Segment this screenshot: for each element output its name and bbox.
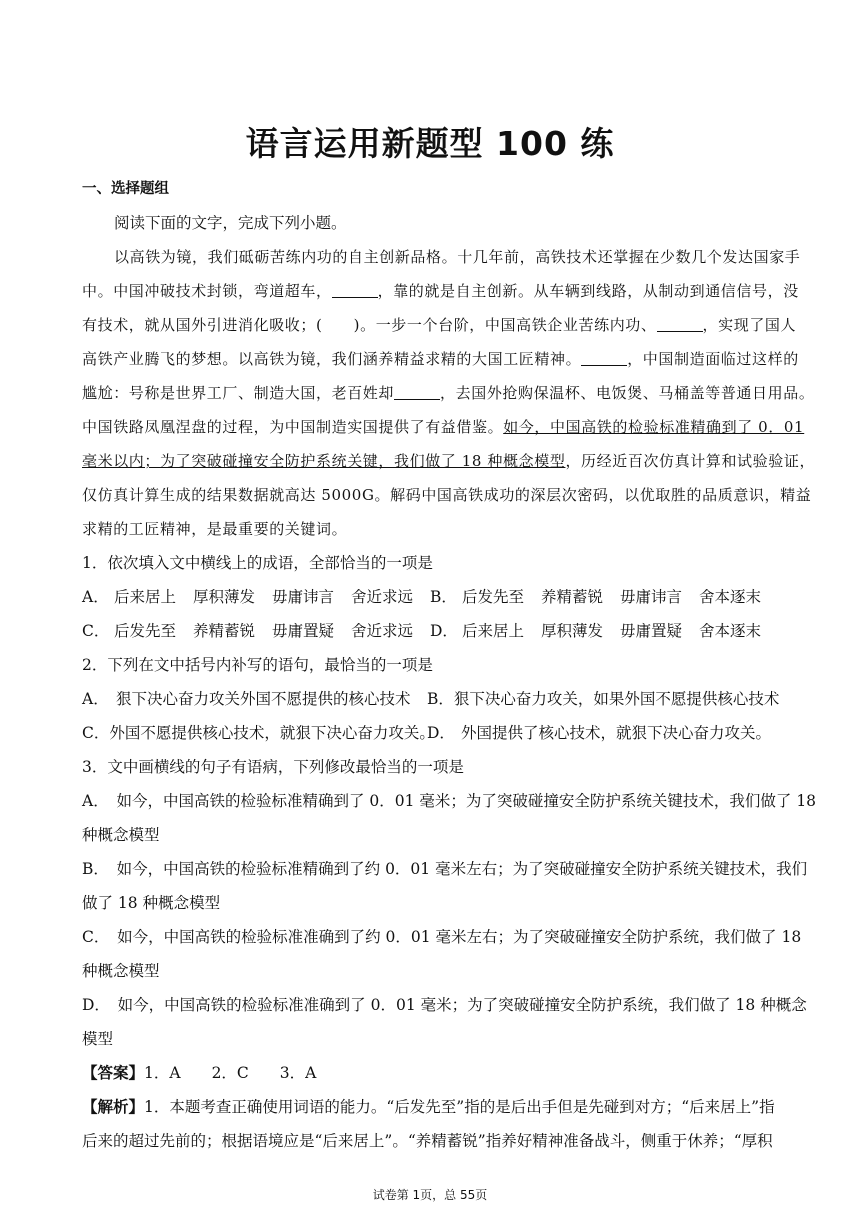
option-key: B． <box>429 588 457 606</box>
question-3 <box>82 750 817 1056</box>
instruction-text: 阅读下面的文字，完成下列小题。 <box>114 214 347 232</box>
option-key: D． <box>429 622 458 640</box>
question-2 <box>82 648 778 750</box>
document-body <box>82 172 817 1158</box>
option-key: A． <box>82 690 109 708</box>
passage-line: 高铁产业腾飞的梦想。以高铁为镜，我们涵养精益求精的大国工匠精神。 ，中国制造面临过这样的 <box>82 350 799 368</box>
passage-line: 仅仿真计算生成的结果数据就高达 5000G。解码中国高铁成功的深层次密码，以优取胜的品质意识，精益 <box>82 486 812 504</box>
analysis-line: 后来的超过先前的；根据语境应是“后来居上”。“养精蓄锐”指养好精神准备战斗，侧重于休养；“厚积 <box>82 1132 773 1150</box>
passage-line: 尴尬：号称是世界工厂、制造大国，老百姓却 ，去国外抢购保温杯、电饭煲、马桶盖等普通日用品。 <box>82 384 815 402</box>
option-text: 模型 <box>82 1030 114 1048</box>
option-key: A． <box>82 588 109 606</box>
option-text: A． 如今，中国高铁的检验标准精确到了 0．01 毫米；为了突破碰撞安全防护系统关键技术，我们做了 18 <box>82 792 817 810</box>
options-row: A． 后来居上 厚积薄发 毋庸讳言 舍近求远 B． 后发先至 养精蓄锐 毋庸讳言 舍本逐末 <box>82 580 778 614</box>
options-row: A． 狠下决心奋力攻关外国不愿提供的核心技术 B． 狠下决心奋力攻关，如果外国不愿提供核心技术 <box>82 682 778 716</box>
fill-blank <box>332 282 378 298</box>
option-key: D． <box>427 724 455 742</box>
fill-blank <box>657 316 703 332</box>
section-heading: 一、选择题组 <box>82 181 169 197</box>
analysis-line: 【解析】1．本题考查正确使用词语的能力。“后发先至”指的是后出手但是先碰到对方；“后来居上”指 <box>82 1097 775 1116</box>
answer-label: 【答案】 <box>82 1063 145 1082</box>
reading-passage <box>82 240 816 546</box>
option-text: 种概念模型 <box>82 826 160 844</box>
option-key: C． <box>82 622 110 640</box>
question-stem: 3．文中画横线的句子有语病，下列修改最恰当的一项是 <box>82 758 464 776</box>
fill-blank <box>581 350 627 366</box>
underlined-sentence: 如今，中国高铁的检验标准精确到了 0．01 <box>503 418 805 436</box>
page-footer: 试卷第 1页，总 55页 <box>372 1188 488 1202</box>
option-text: 做了 18 种概念模型 <box>82 894 221 912</box>
option-text: D． 如今，中国高铁的检验标准准确到了 0．01 毫米；为了突破碰撞安全防护系统，我们做了 18 种概念 <box>82 996 807 1014</box>
passage-line: 求精的工匠精神，是最重要的关键词。 <box>82 520 348 538</box>
passage-line: 毫米以内；为了突破碰撞安全防护系统关键，我们做了 18 种概念模型，历经近百次仿真计算和试验验证， <box>82 452 816 470</box>
passage-line: 以高铁为镜，我们砥砺苦练内功的自主创新品格。十几年前，高铁技术还掌握在少数几个发达国家手 <box>114 248 801 266</box>
page-title: 语言运用新题型 100 练 <box>245 124 615 163</box>
analysis-label: 【解析】 <box>82 1097 145 1116</box>
question-1 <box>82 546 778 648</box>
options-row: C． 后发先至 养精蓄锐 毋庸置疑 舍近求远 D． 后来居上 厚积薄发 毋庸置疑 舍本逐末 <box>82 614 778 648</box>
passage-line: 有技术，就从国外引进消化吸收；( )。一步一个台阶，中国高铁企业苦练内功、 ，实现了国人 <box>82 316 797 334</box>
options-row: C． 外国不愿提供核心技术，就狠下决心奋力攻关。 D． 外国提供了核心技术，就狠下决心奋力攻关。 <box>82 716 778 750</box>
option-text: C． 如今，中国高铁的检验标准准确到了约 0．01 毫米左右；为了突破碰撞安全防护系统，我们做了 18 <box>82 928 802 946</box>
underlined-sentence: 毫米以内；为了突破碰撞安全防护系统关键，我们做了 18 种概念模型 <box>82 452 566 470</box>
question-stem: 1．依次填入文中横线上的成语，全部恰当的一项是 <box>82 554 433 572</box>
option-text: B． 如今，中国高铁的检验标准精确到了约 0．01 毫米左右；为了突破碰撞安全防护系统关键技术，我们 <box>82 860 808 878</box>
option-text: 种概念模型 <box>82 962 160 980</box>
option-key: C． <box>82 724 110 742</box>
fill-blank <box>394 384 440 400</box>
passage-line: 中国铁路凤凰涅盘的过程，为中国制造实国提供了有益借鉴。如今，中国高铁的检验标准精确到了 0．01 <box>82 418 805 436</box>
passage-line: 中。中国冲破技术封锁，弯道超车， ，靠的就是自主创新。从车辆到线路，从制动到通信信号，没 <box>82 282 799 300</box>
option-key: B． <box>427 690 454 708</box>
answer-line: 【答案】1．A 2．C 3．A <box>82 1063 317 1082</box>
question-stem: 2．下列在文中括号内补写的语句，最恰当的一项是 <box>82 656 433 674</box>
